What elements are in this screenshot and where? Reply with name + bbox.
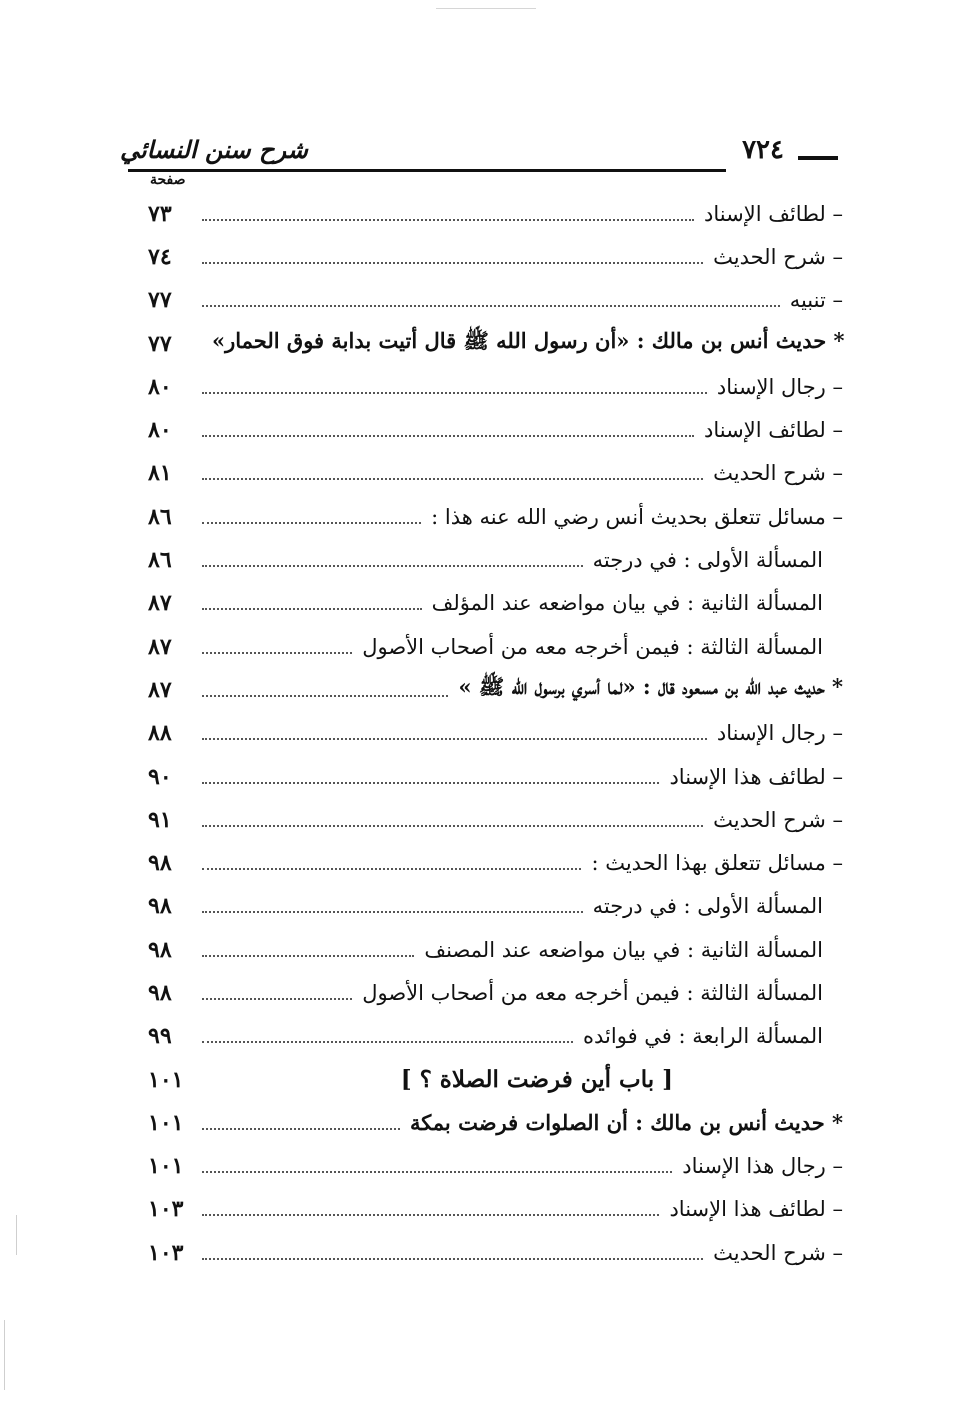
toc-row — [148, 1188, 843, 1231]
toc-entry-text: – شرح الحديث — [713, 807, 843, 832]
toc-row — [148, 235, 843, 278]
toc-page-number: ١٠١ — [148, 1153, 184, 1180]
toc-entry-text: * حديث عبد الله بن مسعود قال : «لما أسري برسول الله ﷺ » — [458, 674, 843, 700]
dot-leader — [202, 911, 583, 913]
toc-row — [148, 1058, 843, 1101]
toc-row — [148, 538, 843, 581]
toc-row — [148, 495, 843, 538]
margin-mark — [4, 1320, 5, 1390]
toc-row — [148, 755, 843, 798]
toc-row — [148, 841, 843, 884]
toc-row — [148, 798, 843, 841]
toc-entry-text: المسألة الثالثة : فيمن أخرجه معه من أصحاب الأصول — [362, 980, 823, 1005]
toc-page-number: ٨٠ — [148, 373, 172, 400]
toc-page-number: ١٠١ — [148, 1066, 184, 1093]
toc-entry-text: – لطائف هذا الإسناد — [669, 764, 843, 789]
page-header — [120, 135, 838, 185]
toc-entry-text: – شرح الحديث — [713, 461, 843, 486]
toc-entry-text: – لطائف الإسناد — [704, 418, 843, 443]
dot-leader — [202, 262, 703, 264]
toc-page-number: ٨٧ — [148, 633, 172, 660]
dot-leader — [202, 652, 352, 654]
dot-leader — [202, 478, 703, 480]
dot-leader — [202, 738, 707, 740]
dot-leader — [202, 1258, 703, 1260]
toc-row — [148, 408, 843, 451]
toc-page-number: ٩٨ — [148, 850, 172, 877]
toc-page-number: ٨٠ — [148, 417, 172, 444]
toc-row — [148, 1231, 843, 1274]
header-rule — [128, 169, 726, 172]
toc-page-number: ٧٧ — [148, 330, 172, 357]
toc-entry-text: – رجال الإسناد — [716, 374, 843, 399]
toc-row — [148, 928, 843, 971]
dot-leader — [202, 825, 703, 827]
toc-entry-text: المسألة الأولى : في درجته — [592, 548, 823, 573]
toc-page-number: ٩٠ — [148, 763, 172, 790]
dot-leader — [202, 955, 414, 957]
toc-row — [148, 971, 843, 1014]
toc-entry-text: – تنبيه — [789, 288, 843, 313]
page-number: ٧٢٤ — [742, 135, 784, 165]
toc-page-number: ١٠١ — [148, 1109, 184, 1136]
toc-row — [148, 192, 843, 235]
dot-leader — [202, 522, 421, 524]
toc-entry-text: * حديث أنس بن مالك : «أن رسول الله ﷺ قال أتيت بدابة فوق الحمار» — [212, 328, 845, 354]
toc-entry-text: [ باب أين فرضت الصلاة ؟ ] — [400, 1066, 673, 1094]
toc-row — [148, 1015, 843, 1058]
dot-leader — [202, 305, 780, 307]
dot-leader — [202, 1171, 672, 1173]
toc-page-number: ١٠٣ — [148, 1239, 184, 1266]
toc-page-number: ٩٨ — [148, 979, 172, 1006]
dot-leader — [202, 608, 422, 610]
toc-entry-text: – رجال هذا الإسناد — [682, 1154, 843, 1179]
toc-page-number: ٨٦ — [148, 547, 172, 574]
toc-row — [148, 668, 843, 711]
dot-leader — [202, 998, 352, 1000]
dot-leader — [202, 1214, 659, 1216]
dot-leader — [202, 565, 583, 567]
toc-page-number: ٨٨ — [148, 720, 172, 747]
dot-leader — [202, 1128, 400, 1130]
toc-page-number: ٧٤ — [148, 243, 172, 270]
toc-page-number: ٩٨ — [148, 893, 172, 920]
header-dash — [798, 156, 838, 160]
toc-entry-text: المسألة الثانية : في بيان مواضعه عند المصنف — [424, 937, 823, 962]
toc-page-number: ١٠٣ — [148, 1196, 184, 1223]
toc-page-number: ٨٧ — [148, 676, 172, 703]
toc-entry-text: – شرح الحديث — [713, 1240, 843, 1265]
toc-page-number: ٩٩ — [148, 1023, 172, 1050]
toc-entry-text: المسألة الأولى : في درجته — [592, 894, 823, 919]
toc-entry-text: – لطائف هذا الإسناد — [669, 1197, 843, 1222]
toc-entry-text: – مسائل تتعلق بهذا الحديث : — [591, 851, 843, 876]
dot-leader — [202, 695, 448, 697]
top-rule — [436, 8, 536, 9]
toc-row — [148, 1101, 843, 1144]
toc-entry-text: – لطائف الإسناد — [704, 201, 843, 226]
toc-entry-text: – شرح الحديث — [713, 244, 843, 269]
toc-row — [148, 885, 843, 928]
toc-entry-text: المسألة الرابعة : في فوائده — [583, 1024, 823, 1049]
toc-entry-text: – رجال الإسناد — [716, 721, 843, 746]
toc-page-number: ٨٧ — [148, 590, 172, 617]
toc-row — [148, 322, 843, 365]
dot-leader — [202, 392, 707, 394]
toc-page-number: ٩٨ — [148, 936, 172, 963]
toc-entry-text: المسألة الثانية : في بيان مواضعه عند المؤلف — [431, 591, 823, 616]
toc-row — [148, 452, 843, 495]
dot-leader — [202, 868, 581, 870]
toc-entry-text: * حديث أنس بن مالك : أن الصلوات فرضت بمكة — [409, 1110, 843, 1136]
dot-leader — [202, 219, 694, 221]
page-column-label: صفحة — [150, 172, 186, 188]
toc-row — [148, 279, 843, 322]
toc-row — [148, 625, 843, 668]
margin-mark — [16, 1215, 17, 1255]
toc-page-number: ٨٦ — [148, 503, 172, 530]
toc-row — [148, 1145, 843, 1188]
toc-page-number: ٩١ — [148, 806, 172, 833]
toc-entry-text: المسألة الثالثة : فيمن أخرجه معه من أصحاب الأصول — [362, 634, 823, 659]
dot-leader — [202, 782, 659, 784]
table-of-contents — [148, 192, 843, 1274]
dot-leader — [202, 1041, 573, 1043]
toc-row — [148, 712, 843, 755]
toc-row — [148, 365, 843, 408]
toc-row — [148, 582, 843, 625]
toc-entry-text: – مسائل تتعلق بحديث أنس رضي الله عنه هذا : — [431, 504, 843, 529]
dot-leader — [202, 435, 694, 437]
toc-page-number: ٧٧ — [148, 287, 172, 314]
toc-page-number: ٧٣ — [148, 200, 172, 227]
toc-page-number: ٨١ — [148, 460, 172, 487]
book-title: شرح سنن النسائي — [120, 135, 308, 164]
